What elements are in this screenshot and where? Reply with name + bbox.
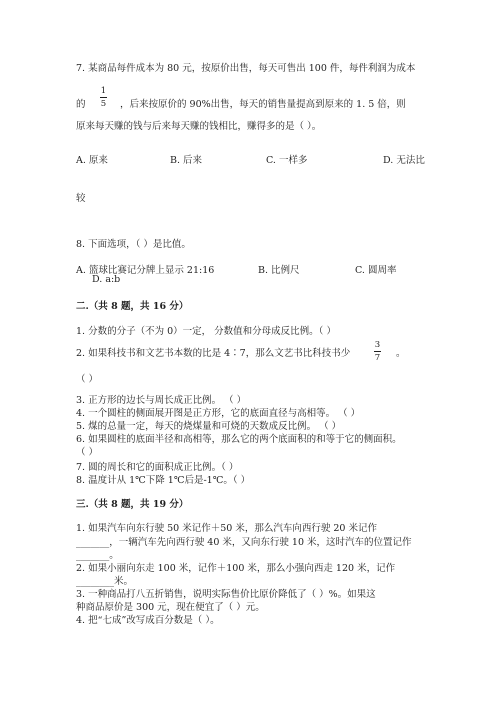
sec2-q8: 8. 温度计从 1℃下降 1℃后是-1℃。（ ） <box>76 475 251 486</box>
section-3-heading: 三.（共 8 题，共 19 分） <box>76 499 189 510</box>
sec3-q2-line2: ________米。 <box>76 576 134 587</box>
sec3-q3-line2: 种商品原价是 300 元，现在便宜了（ ）元。 <box>76 602 265 613</box>
q7-option-b: B. 后来 <box>170 155 203 166</box>
sec3-q2-line1: 2. 如果小丽向东走 100 米，记作＋100 米，那么小强向西走 120 米，记作 <box>76 563 396 574</box>
sec2-q3: 3. 正方形的边长与周长成正比例。 （ ） <box>76 395 247 406</box>
q7-option-c: C. 一样多 <box>266 155 308 166</box>
q8-option-b: B. 比例尺 <box>258 265 300 276</box>
q8-option-a: A. 篮球比赛记分牌上显示 21:16 <box>76 265 215 276</box>
q8-option-c: C. 圆周率 <box>355 265 397 276</box>
q7-line1: 7. 某商品每件成本为 80 元，按原价出售，每天可售出 100 件，每件利润为成本 <box>76 63 416 74</box>
q7-fraction <box>100 86 107 109</box>
sec3-q3-line1: 3. 一种商品打八五折销售，说明实际售价比原价降低了（ ）%。如果这 <box>76 589 376 600</box>
q7-line2-prefix: 的 <box>76 99 86 110</box>
sec2-q6-answer-paren: （ ） <box>76 447 99 458</box>
q7-option-d-continued: 较 <box>76 193 86 204</box>
sec2-q5: 5. 煤的总量一定，每天的烧煤量和可烧的天数成反比例。 （ ） <box>76 421 342 432</box>
q7-line2: ，后来按原价的 90%出售，每天的销售量提高到原来的 1. 5 倍，则 <box>120 99 406 110</box>
sec2-q2: 2. 如果科技书和文艺书本数的比是 4∶7，那么文艺书比科技书少 <box>76 348 351 359</box>
sec3-q4: 4. 把“七成”改写成百分数是（ ）。 <box>76 615 220 626</box>
q7-option-a: A. 原来 <box>76 155 108 166</box>
q7-option-d: D. 无法比 <box>383 155 425 166</box>
section-2-heading: 二.（共 8 题，共 16 分） <box>76 301 189 312</box>
sec2-q1: 1. 分数的分子（不为 0）一定， 分数值和分母成反比例。（ ） <box>76 326 336 337</box>
sec2-q7: 7. 圆的周长和它的面积成正比例。（ ） <box>76 462 239 473</box>
sec3-q1-line3: _______。 <box>76 550 119 561</box>
q7-line3: 原来每天赚的钱与后来每天赚的钱相比，赚得多的是（ ）。 <box>76 121 322 132</box>
sec2-q6: 6. 如果圆柱的底面半径和高相等，那么它的两个底面积的和等于它的侧面积。 <box>76 434 402 445</box>
sec2-q2-fraction-numerator: 3 <box>374 340 381 350</box>
sec2-q2-period: 。 <box>396 348 406 359</box>
sec2-q4: 4. 一个圆柱的侧面展开图是正方形，它的底面直径与高相等。 （ ） <box>76 408 361 419</box>
sec2-q2-answer-paren: （ ） <box>76 374 99 385</box>
q8-stem: 8. 下面选项，（ ）是比值。 <box>76 239 191 250</box>
q8-option-d: D. a:b <box>92 274 121 285</box>
q7-fraction-numerator: 1 <box>100 86 107 96</box>
q7-fraction-denominator: 5 <box>100 99 107 109</box>
sec2-q2-fraction <box>374 340 381 363</box>
sec2-q2-fraction-denominator: 7 <box>374 353 381 363</box>
fraction-bar <box>100 97 107 98</box>
fraction-bar <box>374 351 381 352</box>
sec3-q1-line1: 1. 如果汽车向东行驶 50 米记作＋50 米，那么汽车向西行驶 20 米记作 <box>76 523 377 534</box>
sec3-q1-line2: _______，一辆汽车先向西行驶 40 米，又向东行驶 10 米，这时汽车的位置记作 <box>76 537 412 548</box>
